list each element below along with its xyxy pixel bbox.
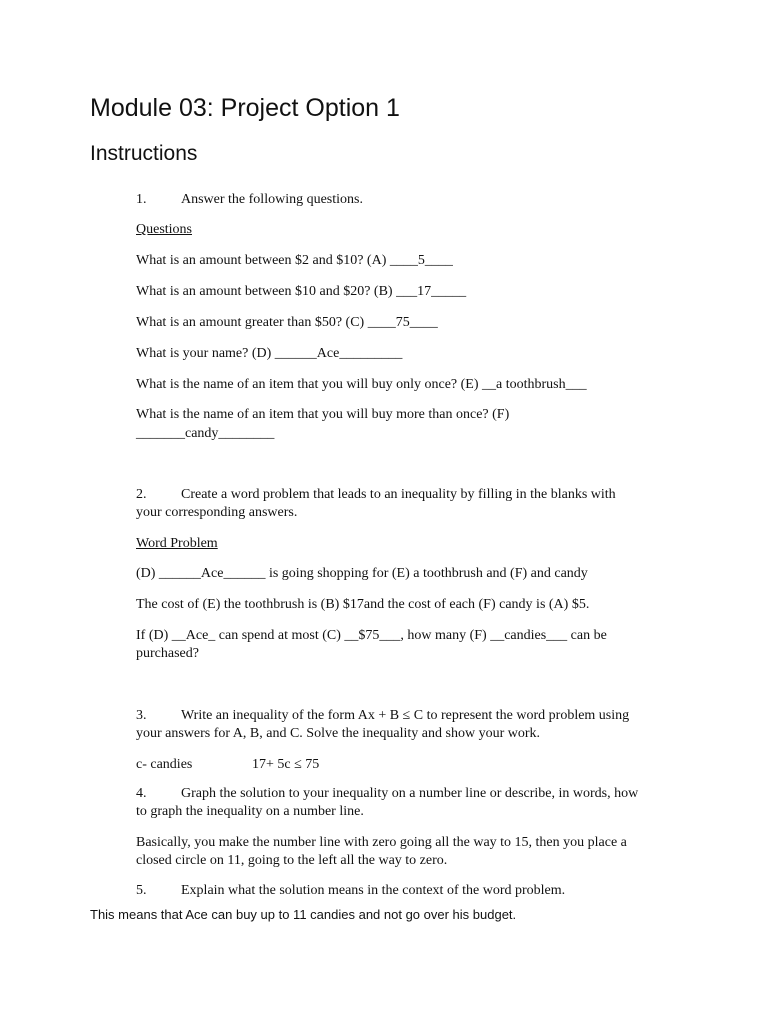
section3-instruction-cont: your answers for A, B, and C. Solve the inequality and show your work.	[136, 726, 540, 741]
section-heading-instructions: Instructions	[90, 142, 198, 165]
section1-instruction-text: Answer the following questions.	[181, 192, 363, 207]
section4-number: 4.	[136, 786, 147, 801]
question-b: What is an amount between $10 and $20? (B) ___17_____	[136, 284, 467, 299]
section4-instruction-text: Graph the solution to your inequality on a number line or describe, in words, how	[181, 786, 639, 801]
section1-instruction	[136, 191, 363, 209]
section5-instruction-text: Explain what the solution means in the context of the word problem.	[181, 883, 566, 898]
question-e: What is the name of an item that you will buy only once? (E) __a toothbrush___	[136, 377, 587, 392]
section3-instruction-text: Write an inequality of the form Ax + B ≤ C to represent the word problem using	[181, 708, 630, 723]
word-problem-line-3: If (D) __Ace_ can spend at most (C) __$75___, how many (F) __candies___ can be	[136, 628, 607, 643]
section4-instruction	[136, 785, 638, 803]
section3-answer	[136, 756, 319, 774]
question-a: What is an amount between $2 and $10? (A) ____5____	[136, 253, 453, 268]
section4-instruction-cont: to graph the inequality on a number line.	[136, 804, 364, 819]
question-d: What is your name? (D) ______Ace_________	[136, 346, 403, 361]
question-f-answer: _______candy________	[136, 426, 275, 441]
word-problem-line-1: (D) ______Ace______ is going shopping for (E) a toothbrush and (F) and candy	[136, 566, 588, 581]
section5-answer: This means that Ace can buy up to 11 candies and not go over his budget.	[90, 907, 517, 922]
section3-instruction	[136, 707, 629, 725]
section2-instruction	[136, 486, 616, 504]
variable-definition: c- candies	[136, 757, 193, 772]
inequality: 17+ 5c ≤ 75	[252, 757, 320, 772]
questions-heading: Questions	[136, 222, 192, 237]
section1-number: 1.	[136, 192, 147, 207]
section2-instruction-cont: your corresponding answers.	[136, 505, 298, 520]
word-problem-heading: Word Problem	[136, 536, 218, 551]
section2-instruction-text: Create a word problem that leads to an inequality by filling in the blanks with	[181, 487, 616, 502]
section5-instruction	[136, 882, 565, 900]
section4-answer-line-2: closed circle on 11, going to the left all the way to zero.	[136, 853, 448, 868]
word-problem-line-2: The cost of (E) the toothbrush is (B) $17and the cost of each (F) candy is (A) $5.	[136, 597, 590, 612]
question-c: What is an amount greater than $50? (C) ____75____	[136, 315, 438, 330]
section2-number: 2.	[136, 487, 147, 502]
page-title: Module 03: Project Option 1	[90, 94, 400, 122]
section3-number: 3.	[136, 708, 147, 723]
section5-number: 5.	[136, 883, 147, 898]
section4-answer-line-1: Basically, you make the number line with zero going all the way to 15, then you place a	[136, 835, 627, 850]
word-problem-line-4: purchased?	[136, 646, 199, 661]
question-f: What is the name of an item that you will buy more than once? (F)	[136, 407, 510, 422]
